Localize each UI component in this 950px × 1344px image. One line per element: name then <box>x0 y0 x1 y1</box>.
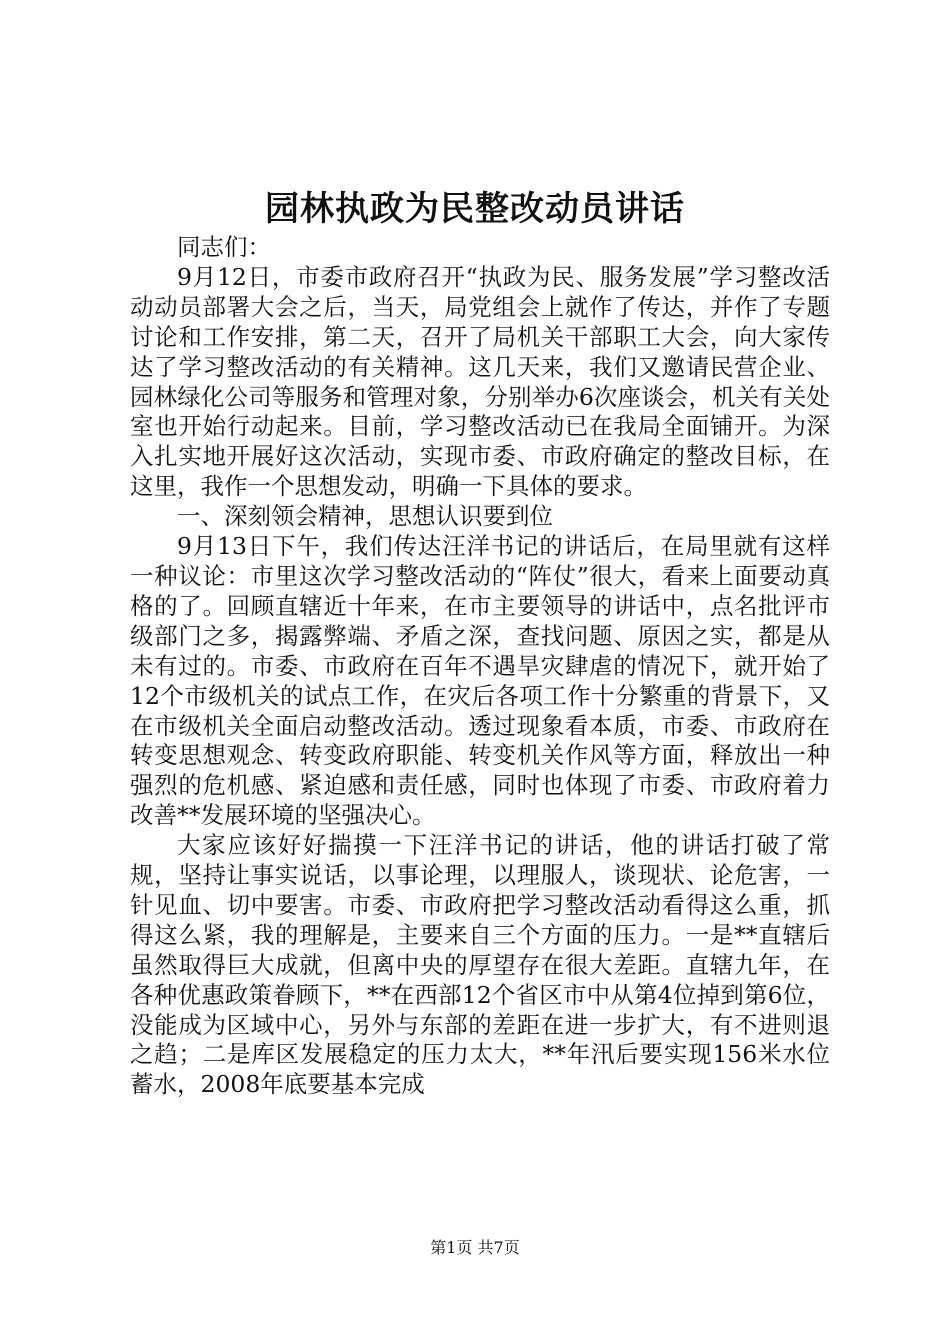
salutation-paragraph: 同志们： <box>177 233 271 261</box>
page-footer: 第1页 共7页 <box>430 1238 520 1257</box>
section-heading: 一、深刻领会精神，思想认识要到位 <box>177 502 553 531</box>
body-paragraph: 9月12日，市委市政府召开“执政为民、服务发展”学习整改活动动员部署大会之后，当天，局党组会上就作了传达，并作了专题讨论和工作安排，第二天，召开了局机关干部职工大会，向大家传达了学习整改活动的有关精神。这几天来，我们又邀请民营企业、园林绿化公司等服务和管理对象，分别举办6次座谈会，机关有关处室也开始行动起来。目前，学习整改活动已在我局全面铺开。为深入扎实地开展好这次活动，实现市委、市政府确定的整改目标，在这里，我作一个思想发动，明确一下具体的要求。 <box>130 262 830 501</box>
body-paragraph: 大家应该好好揣摸一下汪洋书记的讲话，他的讲话打破了常规，坚持让事实说话，以事论理，以理服人，谈现状、论危害，一针见血、切中要害。市委、市政府把学习整改活动看得这么重，抓得这么紧，我的理解是，主要来自三个方面的压力。一是**直辖后虽然取得巨大成就，但离中央的厚望存在很大差距。直辖九年，在各种优惠政策眷顾下，**在西部12个省区市中从第4位掉到第6位，没能成为区域中心，另外与东部的差距在进一步扩大，有不进则退之趋；二是库区发展稳定的压力太大，**年汛后要实现156米水位蓄水，2008年底要基本完成 <box>130 831 830 1099</box>
document-title: 园林执政为民整改动员讲话 <box>265 189 685 229</box>
body-paragraph: 9月13日下午，我们传达汪洋书记的讲话后，在局里就有这样一种议论：市里这次学习整改活动的“阵仗”很大，看来上面要动真格的了。回顾直辖近十年来，在市主要领导的讲话中，点名批评市级部门之多，揭露弊端、矛盾之深，查找问题、原因之实，都是从未有过的。市委、市政府在百年不遇旱灾肆虐的情况下，就开始了12个市级机关的试点工作，在灾后各项工作十分繁重的背景下，又在市级机关全面启动整改活动。透过现象看本质，市委、市政府在转变思想观念、转变政府职能、转变机关作风等方面，释放出一种强烈的危机感、紧迫感和责任感，同时也体现了市委、市政府着力改善**发展环境的坚强决心。 <box>130 532 830 830</box>
document-body <box>130 233 830 1100</box>
